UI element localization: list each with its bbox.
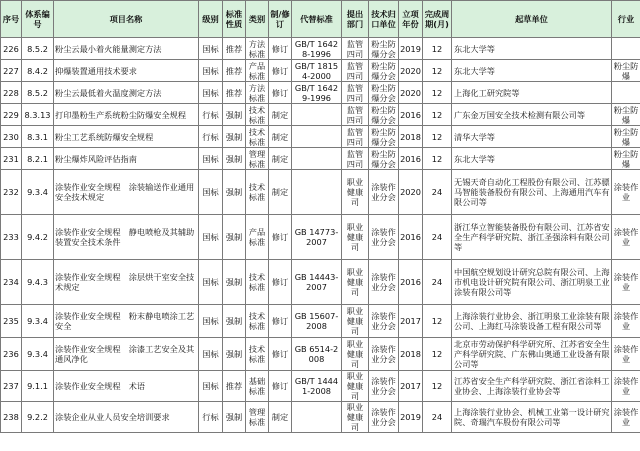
table-cell: 230 [1, 126, 22, 148]
table-cell: 强制 [223, 104, 246, 126]
table-cell: 方法标准 [246, 82, 269, 104]
table-cell: 涂装作业安全规程 术语 [54, 371, 199, 402]
table-cell: 修订 [269, 60, 292, 82]
table-cell: 9.1.1 [22, 371, 54, 402]
table-cell: 8.5.2 [22, 82, 54, 104]
table-cell: 推荐 [223, 38, 246, 60]
table-cell [292, 126, 342, 148]
table-cell: 涂装作业安全规程 涂装输送作业通用安全技术规定 [54, 170, 199, 215]
table-header [1, 1, 640, 38]
table-cell: 9.3.4 [22, 170, 54, 215]
table-cell: 涂装作业分会 [369, 260, 399, 305]
table-cell: 国标 [199, 305, 223, 338]
table-cell: 职业健康司 [342, 170, 369, 215]
table-cell: 2016 [399, 104, 423, 126]
table-cell: 232 [1, 170, 22, 215]
table-cell: 24 [423, 260, 452, 305]
table-cell: 2016 [399, 148, 423, 170]
table-cell: 涂装作业分会 [369, 402, 399, 433]
table-cell: 235 [1, 305, 22, 338]
table-cell: GB 15607-2008 [292, 305, 342, 338]
table-row [1, 170, 640, 215]
table-cell: 9.4.2 [22, 215, 54, 260]
table-cell: 9.3.4 [22, 338, 54, 371]
table-cell: 涂装作业 [612, 402, 640, 433]
table-cell: 12 [423, 82, 452, 104]
table-cell: 制定 [269, 148, 292, 170]
table-cell: 上海化工研究院等 [452, 82, 612, 104]
table-cell: 浙江华立智能装备股份有限公司、江苏省安全生产科学研究院、浙江圣强涂料有限公司等 [452, 215, 612, 260]
table-cell: 234 [1, 260, 22, 305]
table-cell: 9.3.4 [22, 305, 54, 338]
table-cell: 12 [423, 148, 452, 170]
column-header: 行业 [612, 1, 640, 38]
table-cell: 管理标准 [246, 402, 269, 433]
table-cell: 方法标准 [246, 38, 269, 60]
table-cell: 8.4.2 [22, 60, 54, 82]
table-cell: 职业健康司 [342, 215, 369, 260]
table-cell: 涂装作业分会 [369, 305, 399, 338]
table-cell: 228 [1, 82, 22, 104]
table-cell: 监管四司 [342, 60, 369, 82]
table-cell: 技术标准 [246, 305, 269, 338]
table-row [1, 260, 640, 305]
header-row [1, 1, 640, 38]
table-cell: 推荐 [223, 82, 246, 104]
table-cell: 24 [423, 170, 452, 215]
table-cell: 8.3.13 [22, 104, 54, 126]
table-row [1, 82, 640, 104]
table-row [1, 305, 640, 338]
table-cell: 226 [1, 38, 22, 60]
table-cell: 24 [423, 402, 452, 433]
table-cell: 上海涂装行业协会、机械工业第一设计研究院、奇瑞汽车股份有限公司等 [452, 402, 612, 433]
table-cell: 修订 [269, 82, 292, 104]
table-cell: 清华大学等 [452, 126, 612, 148]
table-cell: 国标 [199, 260, 223, 305]
table-cell [292, 104, 342, 126]
table-row [1, 338, 640, 371]
table-cell: 制定 [269, 402, 292, 433]
table-body [1, 38, 640, 433]
table-cell: 2016 [399, 260, 423, 305]
table-cell: 粉尘爆炸风险评估指南 [54, 148, 199, 170]
table-cell: 236 [1, 338, 22, 371]
table-cell: 237 [1, 371, 22, 402]
table-cell: 12 [423, 126, 452, 148]
table-cell: 12 [423, 60, 452, 82]
table-cell [292, 402, 342, 433]
table-cell: 24 [423, 215, 452, 260]
table-cell: 中国航空规划设计研究总院有限公司、上海市机电设计研究院有限公司、浙江明泉工业涂装有限公司等 [452, 260, 612, 305]
table-cell: 238 [1, 402, 22, 433]
table-cell: 涂装作业分会 [369, 371, 399, 402]
table-cell: GB/T 14441-2008 [292, 371, 342, 402]
table-cell: 涂装作业 [612, 260, 640, 305]
table-cell: GB 14443-2007 [292, 260, 342, 305]
column-header: 序号 [1, 1, 22, 38]
table-cell: 行标 [199, 104, 223, 126]
column-header: 制/修订 [269, 1, 292, 38]
table-cell: 职业健康司 [342, 338, 369, 371]
table-cell: 12 [423, 38, 452, 60]
table-cell: 粉尘云最低着火温度测定方法 [54, 82, 199, 104]
table-cell: 233 [1, 215, 22, 260]
table-cell: 涂装作业安全规程 静电喷枪及其辅助装置安全技术条件 [54, 215, 199, 260]
table-cell: 9.2.2 [22, 402, 54, 433]
column-header: 类别 [246, 1, 269, 38]
table-cell: 职业健康司 [342, 402, 369, 433]
table-cell: 8.3.1 [22, 126, 54, 148]
table-cell: 北京市劳动保护科学研究所、江苏省安全生产科学研究院、广东佛山奥通工业设备有限公司等 [452, 338, 612, 371]
table-cell: 涂装作业安全规程 粉末静电喷涂工艺安全 [54, 305, 199, 338]
table-cell: 职业健康司 [342, 371, 369, 402]
table-cell: 强制 [223, 148, 246, 170]
table-cell: 监管四司 [342, 104, 369, 126]
table-cell [292, 148, 342, 170]
table-cell: 技术标准 [246, 170, 269, 215]
column-header: 完成周期(月) [423, 1, 452, 38]
table-cell: 粉尘防爆分会 [369, 82, 399, 104]
table-row [1, 104, 640, 126]
table-cell: 修订 [269, 38, 292, 60]
table-cell: 监管四司 [342, 126, 369, 148]
table-cell: 江苏省安全生产科学研究院、浙江省涂料工业协会、上海涂装行业协会等 [452, 371, 612, 402]
table-cell: 粉尘防爆分会 [369, 148, 399, 170]
table-cell: 涂装作业 [612, 371, 640, 402]
table-cell: 227 [1, 60, 22, 82]
table-cell: 粉尘防爆分会 [369, 126, 399, 148]
table-row [1, 38, 640, 60]
table-cell: 监管四司 [342, 38, 369, 60]
table-cell: 强制 [223, 338, 246, 371]
table-cell: 2017 [399, 371, 423, 402]
table-cell: 修订 [269, 215, 292, 260]
column-header: 项目名称 [54, 1, 199, 38]
table-cell: 强制 [223, 170, 246, 215]
table-cell: 推荐 [223, 371, 246, 402]
column-header: 级别 [199, 1, 223, 38]
table-cell: 涂装作业分会 [369, 338, 399, 371]
table-cell: 2018 [399, 126, 423, 148]
table-row [1, 148, 640, 170]
table-cell: 修订 [269, 371, 292, 402]
table-cell: 打印墨粉生产系统粉尘防爆安全规程 [54, 104, 199, 126]
table-cell: GB 6514-2008 [292, 338, 342, 371]
table-row [1, 126, 640, 148]
table-cell: 抑爆装置通用技术要求 [54, 60, 199, 82]
table-cell: 12 [423, 305, 452, 338]
table-cell: 涂装作业 [612, 338, 640, 371]
table-cell: 国标 [199, 215, 223, 260]
table-cell: 国标 [199, 371, 223, 402]
table-cell: GB/T 16428-1996 [292, 38, 342, 60]
column-header: 体系编号 [22, 1, 54, 38]
table-cell: 制定 [269, 170, 292, 215]
column-header: 立项年份 [399, 1, 423, 38]
table-row [1, 215, 640, 260]
table-cell: 粉尘防爆分会 [369, 104, 399, 126]
table-cell: 粉尘防爆 [612, 104, 640, 126]
table-cell: 粉尘防爆 [612, 60, 640, 82]
table-row [1, 60, 640, 82]
table-cell: 涂装作业 [612, 305, 640, 338]
table-cell: 2017 [399, 305, 423, 338]
table-cell: 产品标准 [246, 60, 269, 82]
table-cell: 基础标准 [246, 371, 269, 402]
table-cell: 国标 [199, 148, 223, 170]
table-cell: 技术标准 [246, 104, 269, 126]
table-cell: 229 [1, 104, 22, 126]
table-cell: 职业健康司 [342, 305, 369, 338]
table-cell: 粉尘防爆 [612, 148, 640, 170]
table-cell: 东北大学等 [452, 38, 612, 60]
column-header: 代替标准 [292, 1, 342, 38]
table-cell: 强制 [223, 260, 246, 305]
table-cell [292, 170, 342, 215]
table-cell: 推荐 [223, 60, 246, 82]
table-cell: 技术标准 [246, 260, 269, 305]
table-cell: 涂装作业安全规程 涂漆工艺安全及其通风净化 [54, 338, 199, 371]
table-cell: 涂装作业分会 [369, 170, 399, 215]
table-cell: 技术标准 [246, 338, 269, 371]
table-cell: 强制 [223, 305, 246, 338]
table-cell: 国标 [199, 60, 223, 82]
table-cell: 2016 [399, 215, 423, 260]
table-cell: 管理标准 [246, 148, 269, 170]
table-cell: 涂装作业 [612, 170, 640, 215]
table-cell: 技术标准 [246, 126, 269, 148]
table-cell: 上海涂装行业协会、浙江明泉工业涂装有限公司、上海红马涂装设备工程有限公司等 [452, 305, 612, 338]
table-cell: 12 [423, 371, 452, 402]
column-header: 提出部门 [342, 1, 369, 38]
table-cell: 国标 [199, 170, 223, 215]
table-cell: 制定 [269, 126, 292, 148]
table-cell: 无锡天奇自动化工程股份有限公司、江苏骠马智能装备股份有限公司、上海通用汽车有限公司等 [452, 170, 612, 215]
table-cell: 2020 [399, 82, 423, 104]
table-cell: 9.4.3 [22, 260, 54, 305]
table-cell: 修订 [269, 338, 292, 371]
table-row [1, 402, 640, 433]
table-cell: 行标 [199, 402, 223, 433]
table-cell: 行标 [199, 126, 223, 148]
table-cell: 产品标准 [246, 215, 269, 260]
table-cell [612, 82, 640, 104]
table-cell: 修订 [269, 260, 292, 305]
table-cell: 广东金万国安全技术检测有限公司等 [452, 104, 612, 126]
table-cell: 粉尘云最小着火能量测定方法 [54, 38, 199, 60]
column-header: 技术归口单位 [369, 1, 399, 38]
column-header: 标准性质 [223, 1, 246, 38]
table-cell: 职业健康司 [342, 260, 369, 305]
table-cell: 12 [423, 338, 452, 371]
table-cell [612, 38, 640, 60]
column-header: 起草单位 [452, 1, 612, 38]
table-cell: 粉尘工艺系统防爆安全规程 [54, 126, 199, 148]
table-cell: GB/T 16429-1996 [292, 82, 342, 104]
table-cell: 涂装作业分会 [369, 215, 399, 260]
table-cell: 粉尘防爆 [612, 126, 640, 148]
table-cell: 2020 [399, 60, 423, 82]
table-cell: 8.2.1 [22, 148, 54, 170]
table-cell: 231 [1, 148, 22, 170]
table-cell: 粉尘防爆分会 [369, 38, 399, 60]
table-cell: 修订 [269, 305, 292, 338]
table-cell: 8.5.2 [22, 38, 54, 60]
table-cell: 12 [423, 104, 452, 126]
table-cell: 制定 [269, 104, 292, 126]
table-cell: 涂装作业 [612, 215, 640, 260]
table-cell: 2018 [399, 338, 423, 371]
table-cell: 东北大学等 [452, 60, 612, 82]
table-cell: 强制 [223, 126, 246, 148]
table-cell: 2020 [399, 170, 423, 215]
table-cell: 涂装作业安全规程 涂层烘干室安全技术规定 [54, 260, 199, 305]
table-cell: 涂装企业从业人员安全培训要求 [54, 402, 199, 433]
table-cell: GB/T 18154-2000 [292, 60, 342, 82]
table-cell: 强制 [223, 402, 246, 433]
table-cell: 国标 [199, 338, 223, 371]
table-cell: 强制 [223, 215, 246, 260]
table-cell: 2019 [399, 402, 423, 433]
table-cell: 东北大学等 [452, 148, 612, 170]
table-cell: 2019 [399, 38, 423, 60]
table-cell: 监管四司 [342, 148, 369, 170]
table-cell: GB 14773-2007 [292, 215, 342, 260]
table-cell: 监管四司 [342, 82, 369, 104]
table-cell: 粉尘防爆分会 [369, 60, 399, 82]
table-cell: 国标 [199, 82, 223, 104]
table-cell: 国标 [199, 38, 223, 60]
table-row [1, 371, 640, 402]
